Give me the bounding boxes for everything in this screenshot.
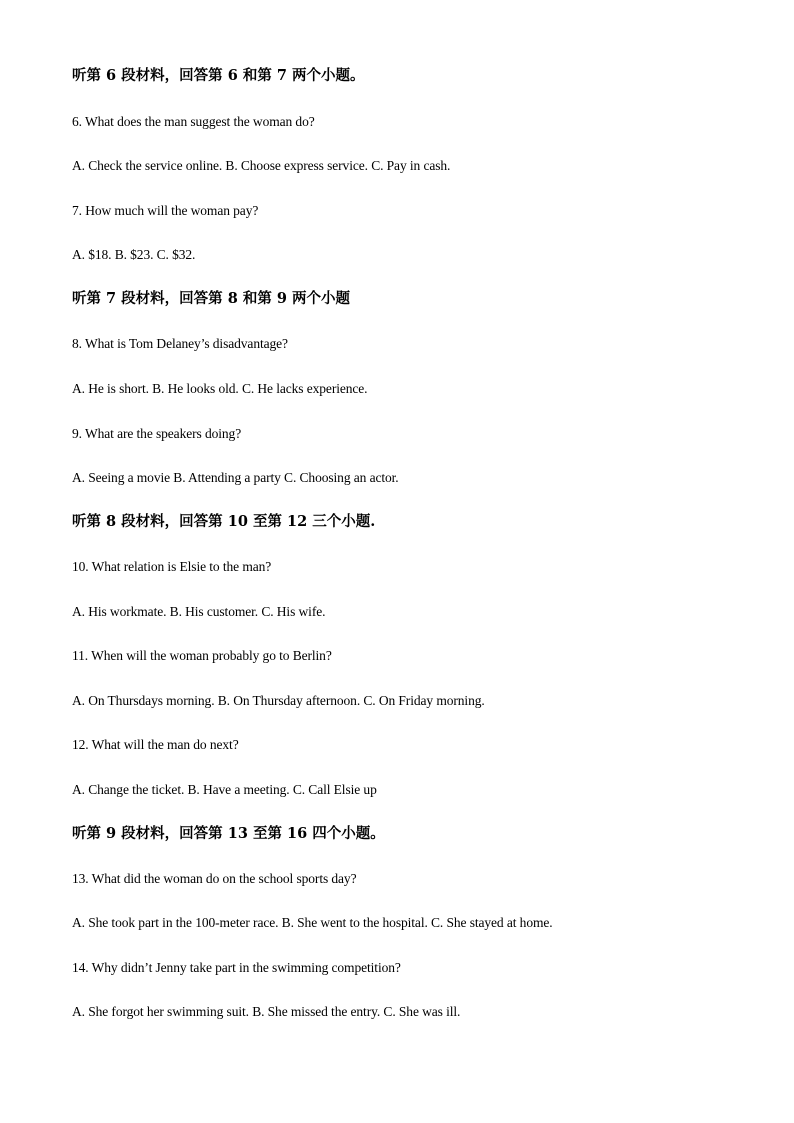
answer-options: A. He is short. B. He looks old. C. He lacks experience.: [72, 381, 368, 396]
question-text: 6. What does the man suggest the woman do?: [72, 114, 315, 129]
section-heading: 听第 7 段材料，回答第 8 和第 9 两个小题: [72, 290, 351, 307]
answer-options: A. On Thursdays morning. B. On Thursday afternoon. C. On Friday morning.: [72, 693, 485, 708]
question-text: 8. What is Tom Delaney’s disadvantage?: [72, 336, 288, 351]
section-heading: 听第 6 段材料，回答第 6 和第 7 两个小题。: [72, 67, 365, 84]
question-text: 13. What did the woman do on the school sports day?: [72, 871, 357, 886]
section-heading: 听第 8 段材料，回答第 10 至第 12 三个小题.: [72, 513, 376, 530]
answer-options: A. She took part in the 100-meter race. B. She went to the hospital. C. She stayed at home.: [72, 915, 553, 930]
section-heading: 听第 9 段材料，回答第 13 至第 16 四个小题。: [72, 825, 385, 842]
answer-options: A. $18. B. $23. C. $32.: [72, 247, 196, 262]
question-text: 10. What relation is Elsie to the man?: [72, 559, 272, 574]
answer-options: A. His workmate. B. His customer. C. His wife.: [72, 604, 326, 619]
question-text: 14. Why didn’t Jenny take part in the swimming competition?: [72, 960, 401, 975]
question-text: 9. What are the speakers doing?: [72, 426, 242, 441]
question-text: 11. When will the woman probably go to Berlin?: [72, 648, 332, 663]
answer-options: A. She forgot her swimming suit. B. She missed the entry. C. She was ill.: [72, 1004, 461, 1019]
question-text: 12. What will the man do next?: [72, 737, 239, 752]
answer-options: A. Seeing a movie B. Attending a party C. Choosing an actor.: [72, 470, 399, 485]
answer-options: A. Check the service online. B. Choose express service. C. Pay in cash.: [72, 158, 451, 173]
answer-options: A. Change the ticket. B. Have a meeting. C. Call Elsie up: [72, 782, 377, 797]
question-text: 7. How much will the woman pay?: [72, 203, 259, 218]
